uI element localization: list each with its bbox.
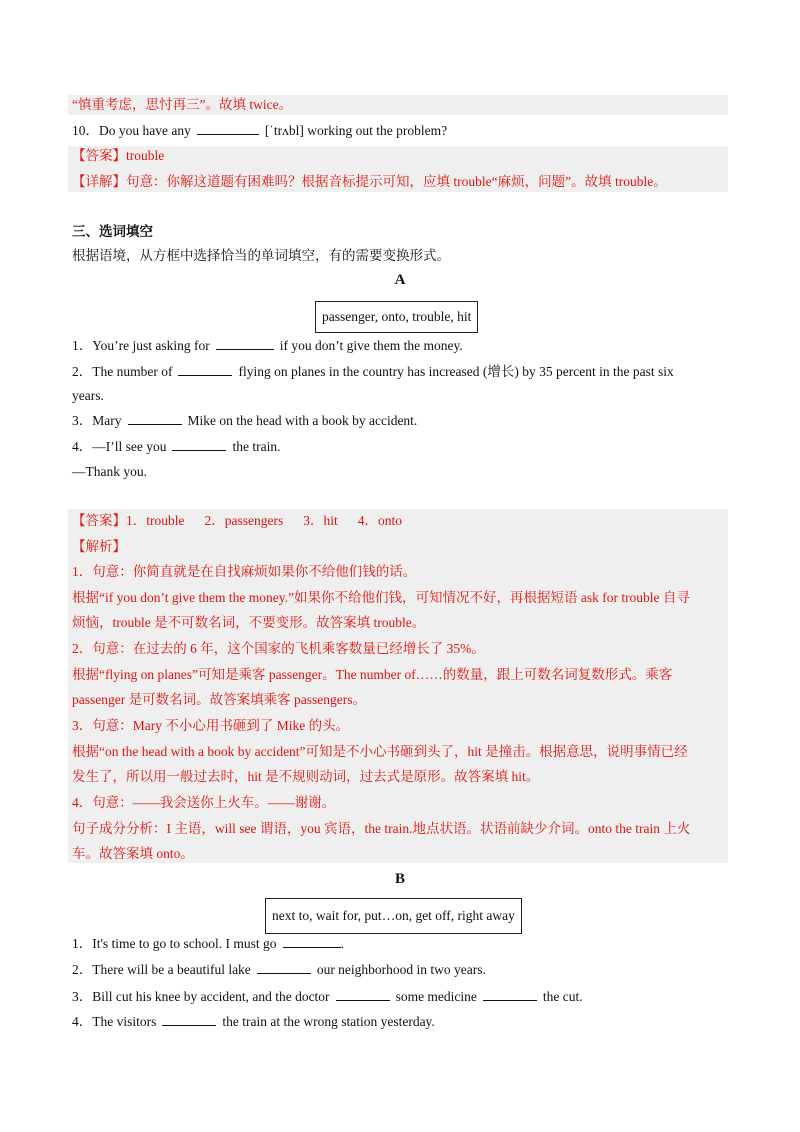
part-a-q1	[72, 336, 463, 356]
part-a-label: A	[394, 272, 406, 288]
q4-pre: 4．—I’ll see you	[72, 439, 167, 454]
q1-blank[interactable]	[216, 336, 274, 350]
part-a-q2	[72, 362, 674, 382]
section-instruction: 根据语境，从方框中选择恰当的单词填空，有的需要变换形式。	[72, 248, 450, 263]
q1-post: if you don’t give them the money.	[279, 338, 463, 353]
q2-pre: 2．The number of	[72, 364, 173, 379]
answers-tag: 【答案】	[72, 513, 126, 528]
b-q3-blank-1[interactable]	[336, 987, 390, 1001]
q4-blank[interactable]	[172, 437, 226, 451]
detail-text: 句意：你解这道题有困难吗？根据音标提示可知，应填 trouble“麻烦，问题”。故填 trouble。	[126, 174, 667, 189]
b-q1-blank[interactable]	[283, 934, 341, 948]
analysis-line: 根据“on the head with a book by accident”可知是不小心书砸到头了，hit 是撞击。根据意思，说明事情已经	[72, 744, 688, 759]
answer-tag: 【答案】	[72, 148, 126, 163]
analysis-line: 根据“if you don’t give them the money.”如果你不给他们钱，可知情况不好，再根据短语 ask for trouble 自寻	[72, 590, 690, 605]
analysis-line: passenger 是可数名词。故答案填乘客 passengers。	[72, 692, 366, 707]
analysis-line: 车。故答案填 onto。	[72, 846, 194, 861]
question-10-blank[interactable]	[197, 121, 259, 135]
b-q4-pre: 4．The visitors	[72, 1014, 157, 1029]
part-a-q4-reply: —Thank you.	[72, 464, 147, 479]
analysis-line: 烦恼，trouble 是不可数名词，不要变形。故答案填 trouble。	[72, 615, 426, 630]
part-b-label: B	[394, 871, 405, 887]
part-a-word-box: passenger, onto, trouble, hit	[315, 301, 478, 333]
b-q4-blank[interactable]	[162, 1012, 216, 1026]
part-a-q4	[72, 437, 280, 457]
part-b-q4	[72, 1012, 435, 1032]
explanation-line-twice: “慎重考虑，思忖再三”。故填 twice。	[72, 97, 293, 112]
b-q2-pre: 2．There will be a beautiful lake	[72, 962, 251, 977]
analysis-line: 4．句意：——我会送你上火车。——谢谢。	[72, 795, 336, 810]
q3-post: Mike on the head with a book by accident.	[187, 413, 418, 428]
section-title: 三、选词填空	[72, 224, 153, 239]
b-q3-blank-2[interactable]	[483, 987, 537, 1001]
analysis-tag: 【解析】	[72, 539, 126, 554]
analysis-line: 根据“flying on planes”可知是乘客 passenger。The number of……的数量，跟上可数名词复数形式。乘客	[72, 667, 673, 682]
question-10-prefix: 10．Do you have any	[72, 123, 191, 138]
analysis-line: 2．句意：在过去的 6 年，这个国家的飞机乘客数量已经增长了 35%。	[72, 641, 485, 656]
question-10-phonetic: [ˈtrʌbl] working out the problem?	[264, 123, 448, 138]
analysis-line: 句子成分分析：I 主语，will see 谓语，you 宾语，the train.地点状语。状语前缺少介词。onto the train 上火	[72, 821, 691, 836]
answer-item: 1．trouble	[126, 513, 185, 528]
b-q3-post: the cut.	[542, 989, 583, 1004]
answer-item: 4．onto	[357, 513, 403, 528]
detail-tag: 【详解】	[72, 174, 126, 189]
b-q2-blank[interactable]	[257, 960, 311, 974]
b-q2-post: our neighborhood in two years.	[316, 962, 486, 977]
q2-blank[interactable]	[178, 362, 232, 376]
b-q3-mid: some medicine	[395, 989, 477, 1004]
q2-post: flying on planes in the country has increased (增长) by 35 percent in the past six	[238, 364, 674, 379]
answer-item: 3．hit	[303, 513, 338, 528]
b-q1-pre: 1．It's time to go to school. I must go	[72, 936, 277, 951]
b-q4-post: the train at the wrong station yesterday.	[222, 1014, 435, 1029]
detail-q10	[72, 172, 667, 192]
analysis-line: 1．句意：你简直就是在自找麻烦如果你不给他们钱的话。	[72, 564, 417, 579]
part-b-q1	[72, 934, 344, 954]
part-b-word-box: next to, wait for, put…on, get off, right away	[265, 898, 522, 934]
question-10	[72, 121, 447, 141]
part-a-answers	[72, 511, 402, 531]
answer-item: 2．passengers	[204, 513, 284, 528]
part-b-q3	[72, 987, 583, 1007]
answer-q10	[72, 146, 164, 166]
q3-blank[interactable]	[128, 411, 182, 425]
q4-post: the train.	[232, 439, 281, 454]
answer-word: trouble	[126, 148, 165, 163]
analysis-line: 3．句意：Mary 不小心用书砸到了 Mike 的头。	[72, 718, 350, 733]
b-q1-post: .	[340, 936, 344, 951]
part-a-q3	[72, 411, 417, 431]
analysis-line: 发生了，所以用一般过去时，hit 是不规则动词，过去式是原形。故答案填 hit。	[72, 769, 540, 784]
q1-pre: 1．You’re just asking for	[72, 338, 210, 353]
q3-pre: 3．Mary	[72, 413, 122, 428]
part-a-q2-cont: years.	[72, 388, 104, 403]
part-b-q2	[72, 960, 486, 980]
b-q3-pre: 3．Bill cut his knee by accident, and the doctor	[72, 989, 330, 1004]
